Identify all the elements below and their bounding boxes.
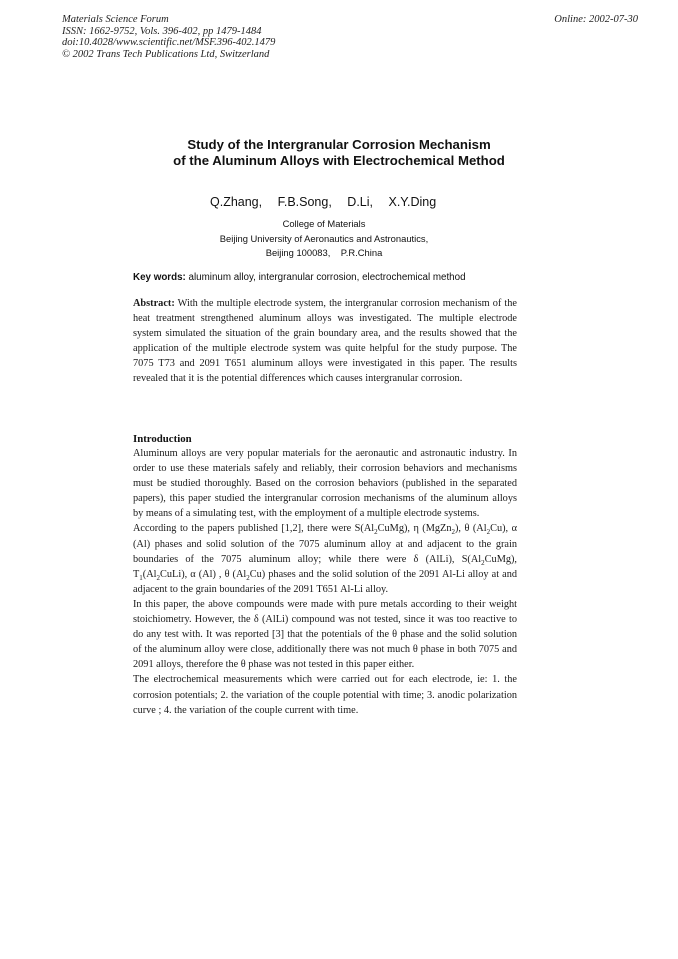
introduction-heading: Introduction [133, 433, 192, 445]
keywords [133, 272, 466, 283]
abstract-text: With the multiple electrode system, the intergranular corrosion mechanism of the heat treatment strengthened aluminum alloys was investigated. The multiple electrode system simulated the situation of the grain boundary area, and the results showed that the application of the multiple electrode system was quite helpful for the study purpose. The 7075 T73 and 2091 T651 aluminum alloys were investigated in this paper. The results revealed that it is the potential differences which causes intergranular corrosion. [133, 298, 518, 385]
author-list [210, 195, 448, 209]
abstract-label: Abstract: [133, 298, 175, 309]
keywords-label: Key words: [133, 272, 186, 283]
affiliation-university: Beijing University of Aeronautics and Astronautics, [219, 232, 429, 244]
journal-name: Materials Science Forum [62, 14, 169, 25]
affiliation-city-line [180, 246, 468, 261]
doi-line[interactable]: doi:10.4028/www.scientific.net/MSF.396-402.1479 [62, 37, 276, 48]
title-line-2: of the Aluminum Alloys with Electrochemical Method [173, 153, 505, 168]
affiliation-country: P.R.China [340, 247, 383, 258]
intro-paragraph-1: Aluminum alloys are very popular materials for the aeronautic and astronautic industry. In order to use these materials safely and reliably, their corrosion behaviors and mechanisms must be studied thoroughly. Based on the corrosion behaviors (published in the separated papers), this paper studied the intergranular corrosion mechanisms of the aluminum alloys by means of a simulating test, with the employment of a multiple electrode systems. [133, 448, 517, 520]
affiliation [180, 217, 468, 261]
affiliation-dept: College of Materials [282, 218, 366, 229]
intro-paragraph-2: According to the papers published [1,2], there were $S(Al_2CuMg)$, η (MgZn$_2$), θ $(Al_2Cu)$, α (Al) phases and solid solution of the 7075 aluminum alloy at and adjacent to the grain boundaries of the 7075 aluminum alloy; while there were δ (AlLi), $S(Al_2CuMg)$, $T_1(Al_2CuLi)$, α (Al) , θ $(Al_2Cu)$ phases and the solid solution of the 2091 Al-Li alloy at and adjacent to the grain boundaries of the 2091 T651 Al-Li alloy. [133, 523, 518, 595]
affiliation-city: Beijing 100083, [265, 247, 331, 258]
intro-paragraph-4: The electrochemical measurements which were carried out for each electrode, ie: 1. the corrosion potentials; 2. the variation of the couple potential with time; 3. anodic polarization curve ; 4. the variation of the couple current with time. [133, 674, 517, 716]
paper-title [0, 137, 678, 169]
issn-line: ISSN: 1662-9752, Vols. 396-402, pp 1479-1484 [62, 25, 262, 37]
abstract [133, 296, 517, 387]
copyright-line: © 2002 Trans Tech Publications Ltd, Switzerland [62, 48, 270, 60]
author-2: F.B.Song, [277, 195, 332, 209]
title-line-1: Study of the Intergranular Corrosion Mechanism [187, 137, 491, 152]
intro-paragraph-3: In this paper, the above compounds were made with pure metals according to their weight stoichiometry. However, the δ (AlLi) compound was not tested, since it was too reactive to do any test with. It was reported [3] that the potentials of the θ phase and the solid solution of the aluminum alloy were close, additionally there was not much θ phase in both 7075 and 2091 alloys, therefore the θ phase was not tested in this paper either. [133, 598, 517, 671]
journal-header [62, 14, 275, 60]
author-3: D.Li, [347, 195, 373, 209]
author-1: Q.Zhang, [210, 195, 263, 209]
keywords-text: aluminum alloy, intergranular corrosion, electrochemical method [188, 272, 466, 283]
author-4: X.Y.Ding [388, 195, 437, 209]
introduction-body [133, 446, 517, 718]
online-date: Online: 2002-07-30 [554, 14, 638, 25]
